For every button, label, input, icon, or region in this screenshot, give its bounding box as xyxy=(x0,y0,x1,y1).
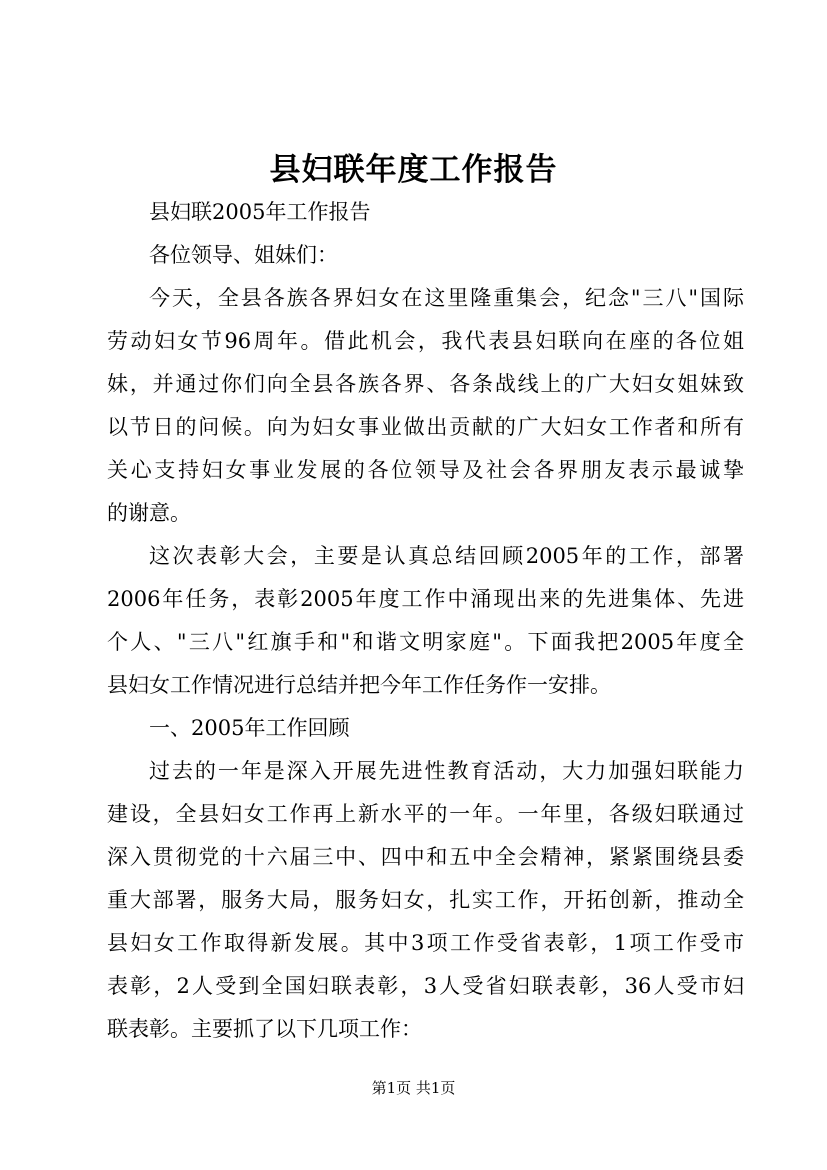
paragraph xyxy=(107,191,744,234)
page-footer: 第1页 共1页 xyxy=(371,1079,456,1097)
text-line: 妹，并通过你们向全县各族各界、各条战线上的广大妇女姐妹致 xyxy=(107,372,744,396)
document-body xyxy=(107,191,744,1051)
text-line: 2006年任务，表彰2005年度工作中涌现出来的先进集体、先进 xyxy=(107,587,744,611)
paragraph xyxy=(107,707,744,750)
text-line: 各位领导、姐妹们： xyxy=(149,243,338,267)
text-line: 县妇女工作取得新发展。其中3项工作受省表彰，1项工作受市 xyxy=(107,931,744,955)
paragraph xyxy=(107,234,744,277)
document-title: 县妇联年度工作报告 xyxy=(269,152,558,188)
text-line: 关心支持妇女事业发展的各位领导及社会各界朋友表示最诚挚 xyxy=(107,458,744,482)
text-line: 县妇联2005年工作报告 xyxy=(149,200,371,224)
text-line: 联表彰。主要抓了以下几项工作： xyxy=(107,1017,422,1041)
text-line: 劳动妇女节96周年。借此机会，我代表县妇联向在座的各位姐 xyxy=(107,329,744,353)
text-line: 深入贯彻党的十六届三中、四中和五中全会精神，紧紧围绕县委 xyxy=(107,845,744,869)
text-line: 这次表彰大会，主要是认真总结回顾2005年的工作，部署 xyxy=(149,544,744,568)
text-line: 的谢意。 xyxy=(107,501,191,525)
text-line: 过去的一年是深入开展先进性教育活动，大力加强妇联能力 xyxy=(149,759,744,783)
text-line: 建设，全县妇女工作再上新水平的一年。一年里，各级妇联通过 xyxy=(107,802,744,826)
text-line: 县妇女工作情况进行总结并把今年工作任务作一安排。 xyxy=(107,673,611,697)
paragraph xyxy=(107,535,744,707)
text-line: 以节日的问候。向为妇女事业做出贡献的广大妇女工作者和所有 xyxy=(107,415,744,439)
text-line: 一、2005年工作回顾 xyxy=(149,716,350,740)
text-line: 个人、"三八"红旗手和"和谐文明家庭"。下面我把2005年度全 xyxy=(107,630,744,654)
text-line: 重大部署，服务大局，服务妇女，扎实工作，开拓创新，推动全 xyxy=(107,888,744,912)
paragraph xyxy=(107,750,744,1051)
paragraph xyxy=(107,277,744,535)
text-line: 表彰，2人受到全国妇联表彰，3人受省妇联表彰，36人受市妇 xyxy=(107,974,744,998)
text-line: 今天，全县各族各界妇女在这里隆重集会，纪念"三八"国际 xyxy=(149,286,744,310)
